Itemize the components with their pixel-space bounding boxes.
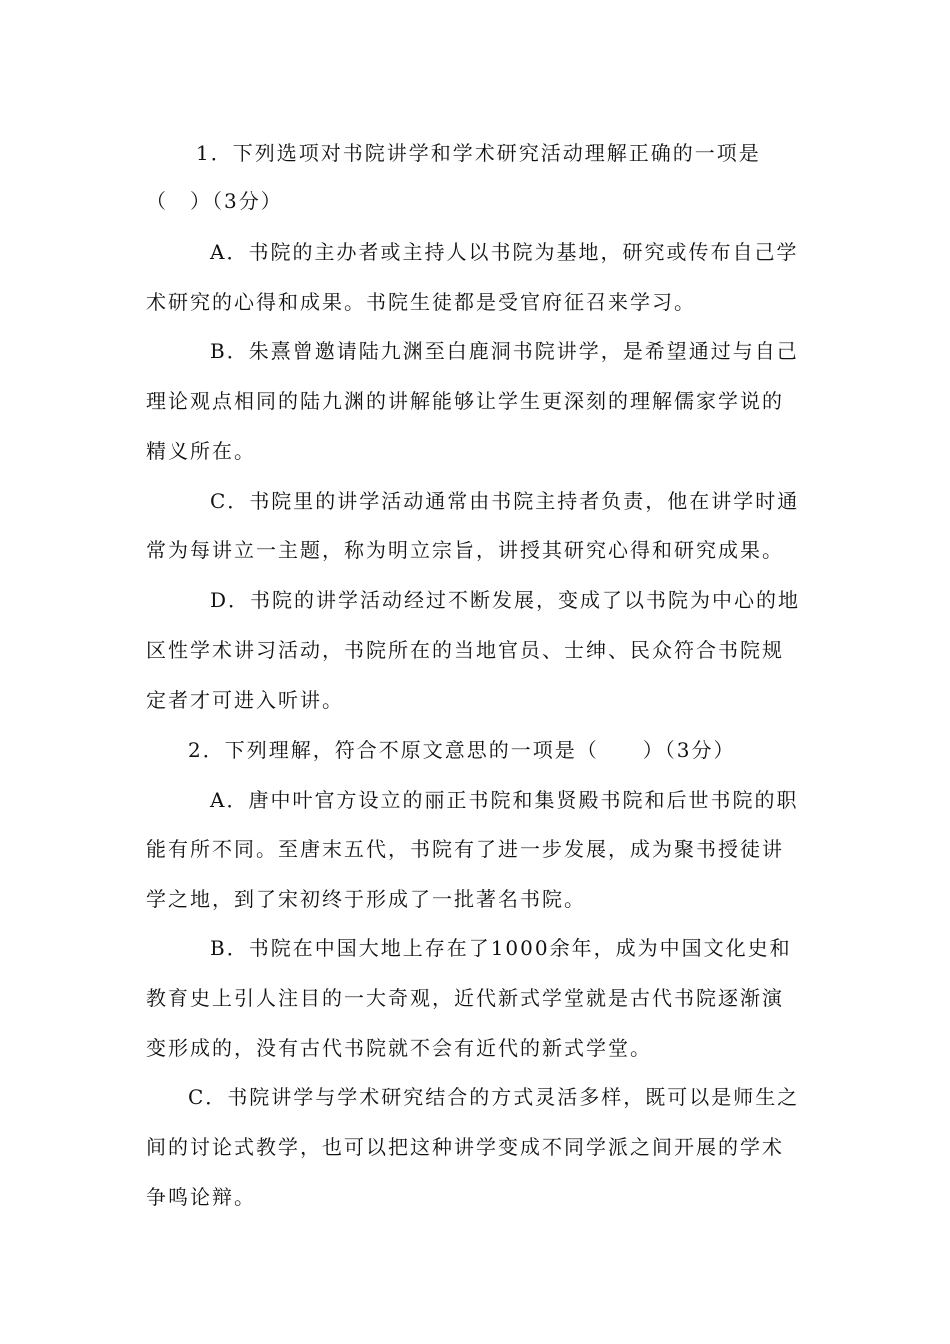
option-a-line bbox=[210, 238, 798, 266]
option-c-line: 常为每讲立一主题，称为明立宗旨，讲授其研究心得和研究成果。 bbox=[146, 538, 784, 562]
option-text: 朱熹曾邀请陆九渊至白鹿洞书院讲学，是希望通过与自己 bbox=[248, 339, 799, 363]
option-d-line: 定者才可进入听讲。 bbox=[146, 688, 344, 712]
option-a-line: 学之地，到了宋初终于形成了一批著名书院。 bbox=[146, 887, 586, 911]
option-d-line: 区性学术讲习活动，书院所在的当地官员、士绅、民众符合书院规 bbox=[146, 638, 784, 662]
option-text: 书院在中国大地上存在了1000余年，成为中国文化史和 bbox=[248, 936, 792, 960]
option-b-line: 变形成的，没有古代书院就不会有近代的新式学堂。 bbox=[146, 1036, 652, 1060]
option-text: 书院里的讲学活动通常由书院主持者负责，他在讲学时通 bbox=[249, 489, 800, 513]
option-text: 书院的主办者或主持人以书院为基地，研究或传布自己学 bbox=[248, 240, 799, 264]
option-label: A． bbox=[210, 240, 249, 264]
option-label: C． bbox=[188, 1085, 228, 1109]
option-c-line bbox=[188, 1083, 799, 1111]
option-b-line bbox=[210, 337, 799, 365]
question-text: 下列理解，符合不原文意思的一项是（ ）（3分） bbox=[224, 738, 736, 762]
option-label: B． bbox=[210, 936, 249, 960]
option-b-line: 教育史上引人注目的一大奇观，近代新式学堂就是古代书院逐渐演 bbox=[146, 986, 784, 1010]
question-2-stem bbox=[188, 736, 735, 764]
option-text: 书院的讲学活动经过不断发展，变成了以书院为中心的地 bbox=[250, 588, 801, 612]
option-b-line bbox=[210, 934, 792, 962]
option-c-line bbox=[210, 487, 799, 515]
option-a-line: 术研究的心得和成果。书院生徒都是受官府征召来学习。 bbox=[146, 290, 696, 314]
option-b-line: 理论观点相同的陆九渊的讲解能够让学生更深刻的理解儒家学说的 bbox=[146, 389, 784, 413]
option-label: A． bbox=[210, 788, 249, 812]
option-text: 书院讲学与学术研究结合的方式灵活多样，既可以是师生之 bbox=[227, 1085, 800, 1109]
question-number: 1． bbox=[196, 141, 233, 165]
option-d-line bbox=[210, 586, 800, 614]
option-text: 唐中叶官方设立的丽正书院和集贤殿书院和后世书院的职 bbox=[248, 788, 799, 812]
option-label: B． bbox=[210, 339, 249, 363]
option-label: C． bbox=[210, 489, 250, 513]
option-b-line: 精义所在。 bbox=[146, 439, 256, 463]
option-label: D． bbox=[210, 588, 251, 612]
question-1-stem bbox=[196, 139, 761, 167]
option-c-line: 间的讨论式教学，也可以把这种讲学变成不同学派之间开展的学术 bbox=[146, 1135, 784, 1159]
option-a-line bbox=[210, 786, 798, 814]
question-number: 2． bbox=[188, 738, 225, 762]
option-c-line: 争鸣论辩。 bbox=[146, 1185, 256, 1209]
question-1-stem-cont: （ ）（3分） bbox=[146, 189, 283, 213]
question-text: 下列选项对书院讲学和学术研究活动理解正确的一项是 bbox=[232, 141, 761, 165]
option-a-line: 能有所不同。至唐末五代，书院有了进一步发展，成为聚书授徒讲 bbox=[146, 837, 784, 861]
